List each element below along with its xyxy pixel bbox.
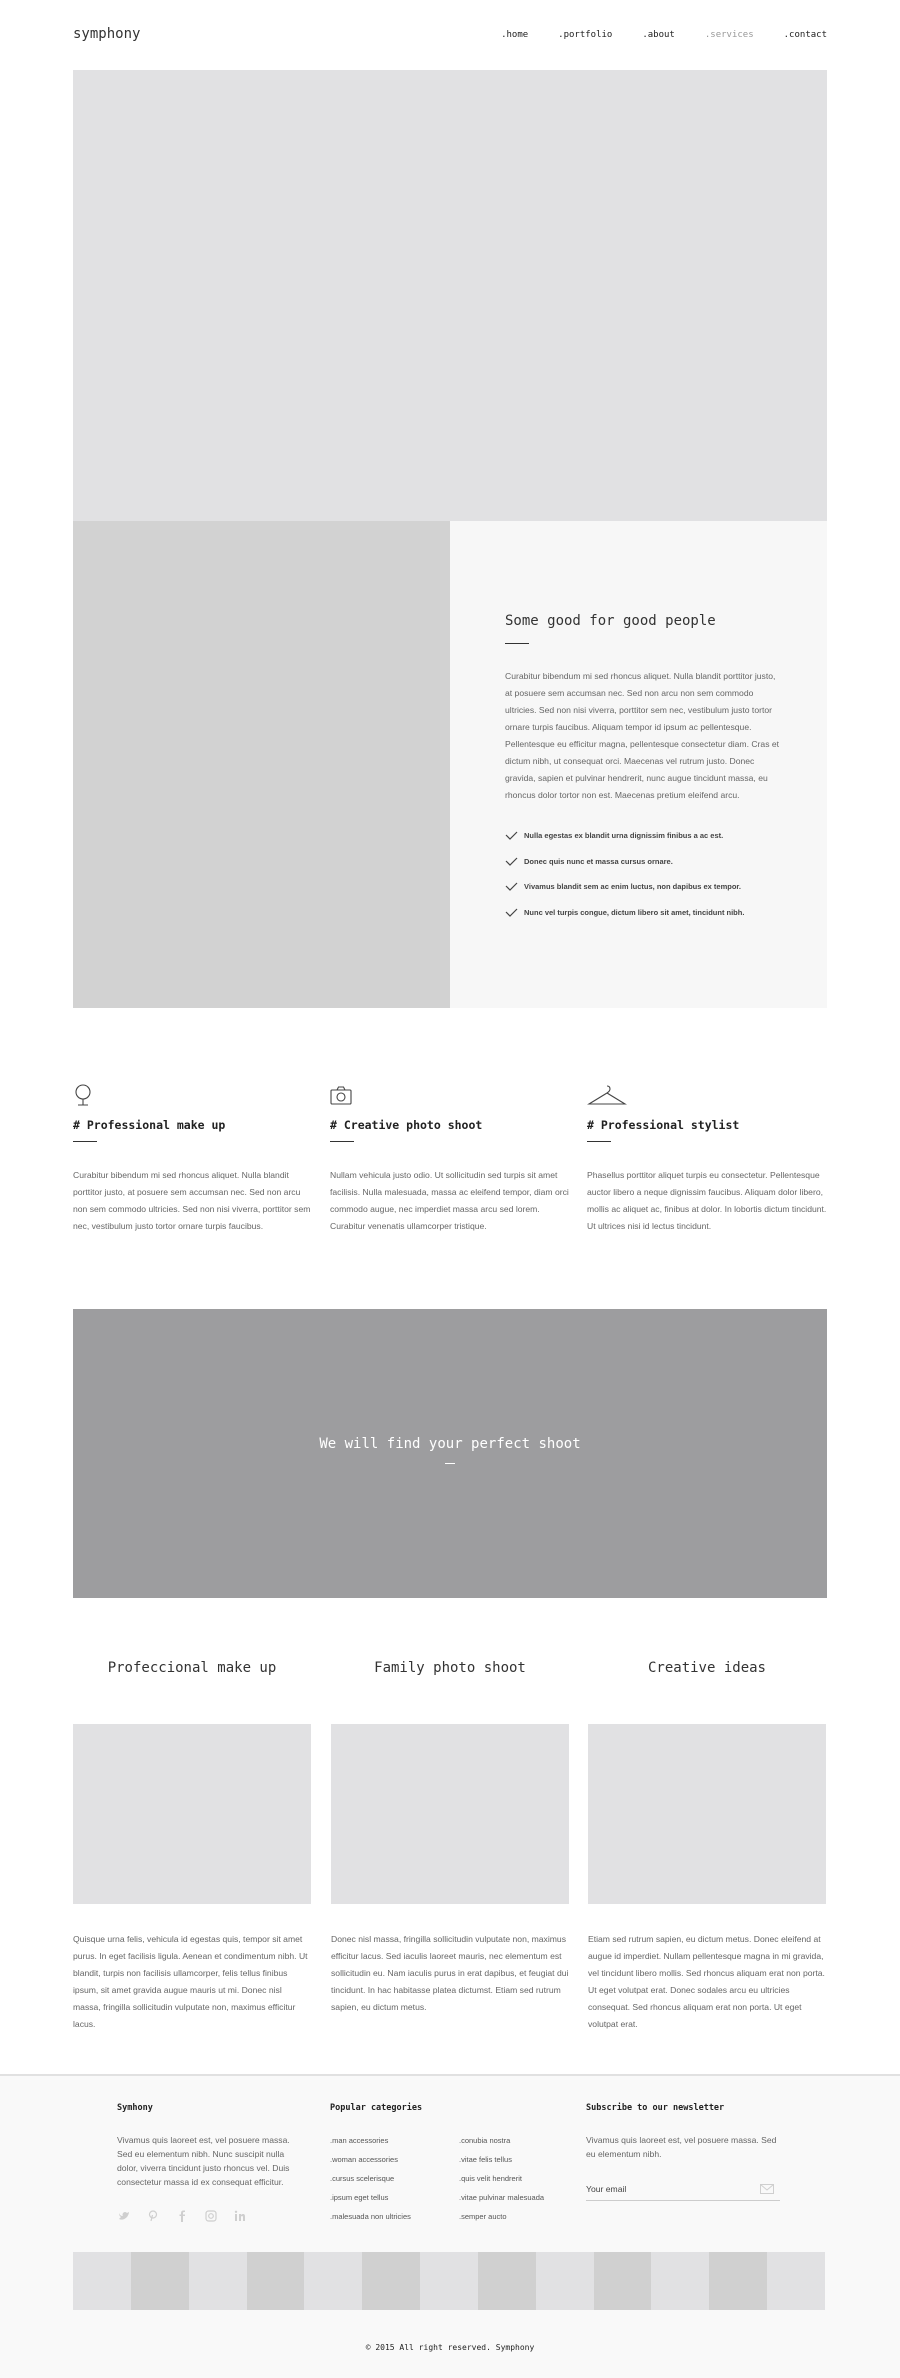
card-family — [331, 1660, 569, 2016]
gallery-thumb[interactable] — [478, 2252, 536, 2310]
about-check-list — [505, 823, 744, 925]
gallery-thumb[interactable] — [709, 2252, 767, 2310]
service-makeup — [73, 1084, 313, 1235]
copyright: © 2015 All right reserved. Symphony — [365, 2343, 535, 2352]
card-text: Donec nisl massa, fringilla sollicitudin vulputate non, maximus efficitur lacus. Sed iaculis laoreet mauris, nec elementum est sollicitudin eu. Nam iaculis purus in erat dapibus, et feugiat dui tincidunt. In hac habitasse platea dictumst. Etiam sed rutrum sapien, eu dictum metus. — [331, 1934, 569, 2012]
category-link[interactable]: .cursus scelerisque — [330, 2174, 395, 2183]
footer-about-title: Symhony — [117, 2103, 153, 2113]
site-header — [73, 0, 827, 70]
email-placeholder: Your email — [586, 2184, 627, 2194]
footer-about-text: Vivamus quis laoreet est, vel posuere massa. Sed eu elementum nibh. Nunc suscipit nulla dolor, viverra tincidunt justo rhoncus vel. Duis consectetur massa id ex consequat efficitur. — [117, 2135, 290, 2187]
card-image-placeholder[interactable] — [588, 1724, 826, 1904]
cta-banner — [73, 1309, 827, 1598]
gallery-thumb[interactable] — [362, 2252, 420, 2310]
category-link[interactable]: .man accessories — [330, 2136, 389, 2145]
card-image-placeholder[interactable] — [331, 1724, 569, 1904]
hanger-icon — [587, 1084, 827, 1108]
card-text: Quisque urna felis, vehicula id egestas quis, tempor sit amet purus. In eget facilisis ligula. Aenean et condimentum nibh. Ut blandit, turpis non facilisis ullamcorper, felis tellus finibus ipsum, sit amet gravida augue mauris ut mi. Donec nisl massa, fringilla sollicitudin vulputate non, maximus efficitur lacus. — [73, 1934, 308, 2029]
twitter-icon[interactable] — [117, 2209, 131, 2223]
card-title: Profeccional make up — [107, 1660, 277, 1676]
category-link[interactable]: .malesuada non ultricies — [330, 2212, 411, 2221]
site-logo[interactable]: symphony — [73, 26, 141, 42]
mirror-icon — [73, 1084, 313, 1108]
gallery-thumb[interactable] — [247, 2252, 305, 2310]
service-stylist — [587, 1084, 827, 1235]
gallery-thumb[interactable] — [304, 2252, 362, 2310]
site-footer — [0, 2074, 900, 2378]
service-photo — [330, 1084, 570, 1235]
social-links — [117, 2209, 247, 2223]
category-link[interactable]: .semper aucto — [459, 2212, 507, 2221]
gallery-thumb[interactable] — [73, 2252, 131, 2310]
main-nav — [471, 30, 827, 40]
check-item: Donec quis nunc et massa cursus ornare. — [505, 849, 744, 875]
service-underline — [330, 1141, 354, 1142]
instagram-gallery-strip — [73, 2252, 825, 2310]
category-link[interactable]: .conubia nostra — [459, 2136, 511, 2145]
category-link[interactable]: .ipsum eget tellus — [330, 2193, 389, 2202]
service-underline — [73, 1141, 97, 1142]
service-title: # Creative photo shoot — [330, 1118, 483, 1132]
gallery-thumb[interactable] — [651, 2252, 709, 2310]
category-link[interactable]: .vitae felis tellus — [459, 2155, 512, 2164]
check-item: Vivamus blandit sem ac enim luctus, non dapibus ex tempor. — [505, 874, 744, 900]
newsletter-email-input[interactable] — [586, 2177, 780, 2201]
service-title: # Professional stylist — [587, 1118, 740, 1132]
category-link[interactable]: .quis velit hendrerit — [459, 2174, 522, 2183]
service-text: Nullam vehicula justo odio. Ut sollicitudin sed turpis sit amet facilisis. Nulla malesuada, massa ac eleifend tempor, diam orci commodo augue, nec imperdiet massa arcu sed lorem. Curabitur venenatis ullamcorper tristique. — [330, 1170, 569, 1231]
about-image-placeholder — [73, 521, 450, 1008]
gallery-thumb[interactable] — [189, 2252, 247, 2310]
about-title-underline — [505, 643, 529, 644]
about-title: Some good for good people — [505, 613, 716, 629]
banner-text: We will find your perfect shoot — [319, 1436, 581, 1452]
card-image-placeholder[interactable] — [73, 1724, 311, 1904]
banner-underline — [445, 1463, 455, 1464]
about-section — [450, 521, 827, 1008]
gallery-thumb[interactable] — [420, 2252, 478, 2310]
category-link[interactable]: .vitae pulvinar malesuada — [459, 2193, 545, 2202]
checkmark-icon — [505, 857, 518, 866]
card-makeup — [73, 1660, 311, 2033]
card-text: Etiam sed rutrum sapien, eu dictum metus. Donec eleifend at augue id imperdiet. Nullam pellentesque magna in mi gravida, vel tincidunt libero mollis. Sed rhoncus aliquam erat non porta. Ut eget volutpat erat. Donec sodales arcu eu ultricies consequat. Sed rhoncus aliquam erat non porta. Ut eget volutpat erat. — [588, 1934, 825, 2029]
gallery-thumb[interactable] — [536, 2252, 594, 2310]
check-item: Nulla egestas ex blandit urna dignissim finibus a ac est. — [505, 823, 744, 849]
card-title: Creative ideas — [647, 1660, 766, 1676]
camera-icon — [330, 1084, 570, 1108]
about-paragraph: Curabitur bibendum mi sed rhoncus aliquet. Nulla blandit porttitor justo, at posuere sem accumsan nec. Sed non arcu non sem commodo ultricies. Sed non nisi viverra, porttitor sem nec, vestibulum justo tortor ornare turpis faucibus. Aliquam tempor id ipsum ac pellentesque. Pellentesque eu efficitur magna, pellentesque consectetur diam. Cras et dictum nibh, ut consequat orci. Maecenas vel rutrum justo. Donec gravida, sapien et pulvinar hendrerit, nunc augue tincidunt massa, eu rhoncus dolor tortor non est. Maecenas pretium eleifend arcu. — [505, 671, 780, 800]
hero-image-placeholder — [73, 70, 827, 521]
footer-categories-title: Popular categories — [330, 2103, 423, 2113]
check-item: Nunc vel turpis congue, dictum libero sit amet, tincidunt nibh. — [505, 900, 744, 926]
card-title: Family photo shoot — [374, 1660, 526, 1676]
card-creative — [588, 1660, 826, 2033]
checkmark-icon — [505, 831, 518, 840]
footer-newsletter-title: Subscribe to our newsletter — [586, 2103, 725, 2113]
service-text: Curabitur bibendum mi sed rhoncus aliquet. Nulla blandit porttitor justo, at posuere sem accumsan nec. Sed non arcu non sem commodo ultricies. Sed non nisi viverra, porttitor sem nec, vestibulum justo tortor ornare turpis faucibus. — [73, 1170, 311, 1231]
footer-categories-right — [459, 2136, 544, 2231]
gallery-thumb[interactable] — [131, 2252, 189, 2310]
service-underline — [587, 1141, 611, 1142]
category-link[interactable]: .woman accessories — [330, 2155, 398, 2164]
footer-newsletter-text: Vivamus quis laoreet est, vel posuere massa. Sed eu elementum nibh. — [586, 2135, 777, 2159]
checkmark-icon — [505, 882, 518, 891]
footer-categories-left — [330, 2136, 411, 2231]
linkedin-icon[interactable] — [233, 2209, 247, 2223]
nav-about[interactable]: .about — [642, 30, 675, 40]
gallery-thumb[interactable] — [594, 2252, 652, 2310]
gallery-thumb[interactable] — [767, 2252, 825, 2310]
envelope-icon[interactable] — [760, 2184, 774, 2194]
nav-contact[interactable]: .contact — [783, 30, 827, 40]
service-title: # Professional make up — [73, 1118, 226, 1132]
checkmark-icon — [505, 908, 518, 917]
instagram-icon[interactable] — [204, 2209, 218, 2223]
nav-services[interactable]: .services — [704, 30, 754, 40]
service-text: Phasellus porttitor aliquet turpis eu consectetur. Pellentesque auctor libero a neque dignissim faucibus. Aliquam dolor libero, mollis ac aliquet ac, finibus at dolor. In lobortis dictum tincidunt. Ut ultrices nisi id lectus tincidunt. — [587, 1170, 827, 1231]
nav-home[interactable]: .home — [501, 30, 529, 40]
pinterest-icon[interactable] — [146, 2209, 160, 2223]
facebook-icon[interactable] — [175, 2209, 189, 2223]
nav-portfolio[interactable]: .portfolio — [558, 30, 613, 40]
